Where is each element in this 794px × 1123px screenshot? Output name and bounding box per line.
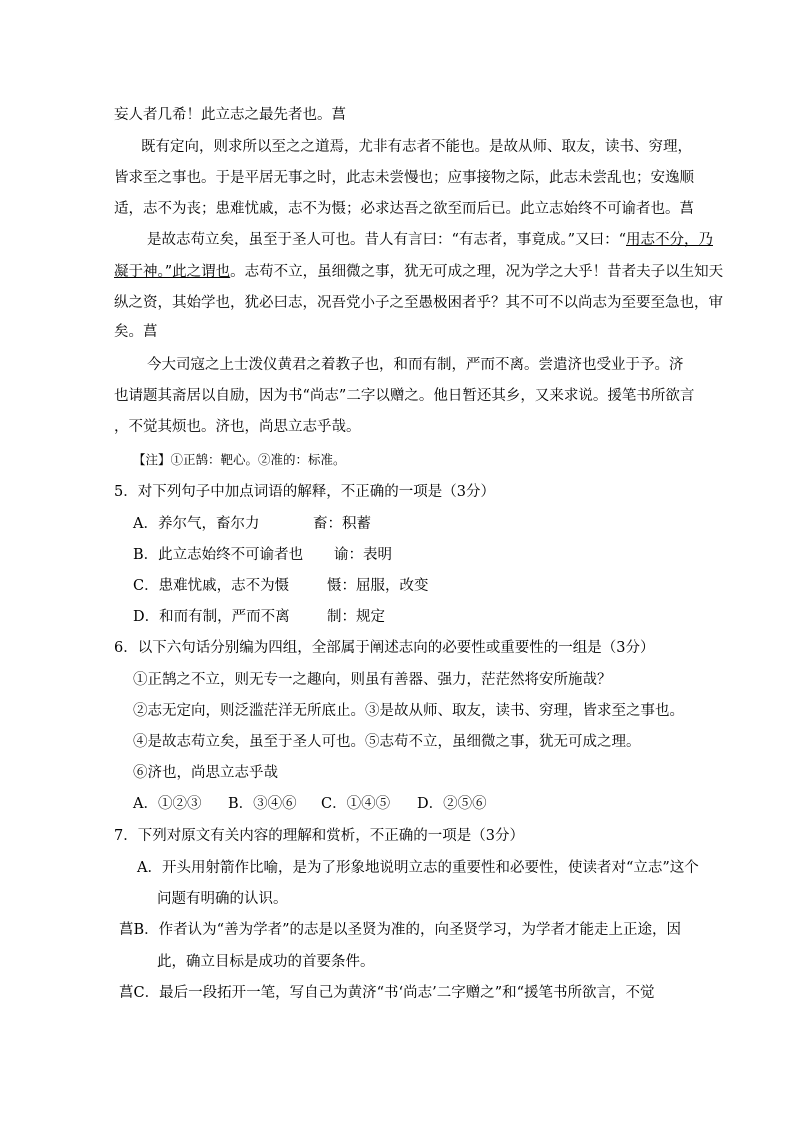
underlined-quote: 用志不分，乃 [626,232,713,248]
passage-line: 皆求至之事也。于是平居无事之时，此志未尝慢也；应事接物之际，此志未尝乱也；安逸顺 [114,170,694,186]
q6-choice-d: D．②⑤⑥ [417,796,487,812]
passage-text: 是故志苟立矣，虽至于圣人可也。昔人有言曰：“有志者，事竟成。”又曰：“ [147,232,626,248]
passage-line [114,262,723,282]
passage-line: 矣。菖 [114,324,158,340]
passage-line: ，不觉其烦也。济也，尚思立志乎哉。 [114,419,361,435]
q5-option-c: C．患难忧戚，志不为慑 [133,578,290,594]
q5-option-a: A．养尔气，畜尔力 [133,516,260,532]
q6-sentence-line: ④是故志苟立矣，虽至于圣人可也。⑤志苟不立，虽细微之事，犹无可成之理。 [133,734,641,750]
q5-option-b-gloss: 谕：表明 [334,547,392,563]
q7-option-b-line: 菖B．作者认为“善为学者”的志是以圣贤为准的，向圣贤学习，为学者才能走上正途，因 [119,922,681,938]
q7-option-c-line: 菖C．最后一段拓开一笔，写自己为黄济“书‘尚志’二字赠之”和“援笔书所欲言，不觉 [119,985,655,1001]
q5-option-c-gloss: 慑：屈服，改变 [327,578,429,594]
passage-line: 今大司寇之上士泼仪黄君之着教子也，和而有制，严而不离。尝遣济也受业于予。济 [147,357,684,373]
passage-line: 也请题其斋居以自励，因为书“尚志”二字以赠之。他日暂还其乡，又来求说。援笔书所欲言 [114,388,695,404]
question-7-stem: 7．下列对原文有关内容的理解和赏析，不正确的一项是（3分） [114,828,524,844]
q7-option-b-line: 此，确立目标是成功的首要条件。 [157,954,375,970]
q5-option-b: B．此立志始终不可谕者也 [133,547,304,563]
q6-sentence-line: ②志无定向，则泛滥茫洋无所底止。③是故从师、取友，读书、穷理，皆求至之事也。 [133,703,684,719]
q5-option-d-gloss: 制：规定 [327,609,385,625]
question-6-stem: 6．以下六句话分别编为四组，全部属于阐述志向的必要性或重要性的一组是（3分） [114,640,655,656]
passage-line: 妄人者几希！此立志之最先者也。菖 [114,107,346,123]
q5-option-d: D．和而有制，严而不离 [133,609,290,625]
passage-line: 纵之资，其始学也，犹必曰志，况吾党小子之至愚极困者乎？其不可不以尚志为至要至急也，审 [114,295,723,311]
q7-option-a-line: 问题有明确的认识。 [157,891,288,907]
q6-choice-b: B．③④⑥ [228,796,297,812]
q6-sentence-line: ⑥济也，尚思立志乎哉 [133,765,278,781]
q5-option-a-gloss: 畜：积蓄 [313,516,371,532]
q6-choice-a: A．①②③ [133,796,202,812]
passage-text: 。志苟不立，虽细微之事，犹无可成之理，况为学之大乎！昔者夫子以生知天 [230,264,724,280]
q7-option-a-line: A．开头用射箭作比喻，是为了形象地说明立志的重要性和必要性，使读者对“立志”这个 [137,860,699,876]
passage-line: 既有定向，则求所以至之之道焉，尤非有志者不能也。是故从师、取友，读书、穷理， [141,139,692,155]
underlined-quote: 凝于神。”此之谓也 [114,264,231,280]
annotation-note: 【注】①正鹄：靶心。②准的：标准。 [133,452,346,467]
passage-line: 适，志不为丧；患难忧戚，志不为慑；必求达吾之欲至而后已。此立志始终不可谕者也。菖 [114,201,694,217]
q6-sentence-line: ①正鹄之不立，则无专一之趣向，则虽有善器、强力，茫茫然将安所施哉？ [133,672,612,688]
q6-choice-c: C．①④⑤ [321,796,391,812]
question-5-stem: 5．对下列句子中加点词语的解释，不正确的一项是（3分） [114,484,495,500]
passage-line [147,230,713,250]
